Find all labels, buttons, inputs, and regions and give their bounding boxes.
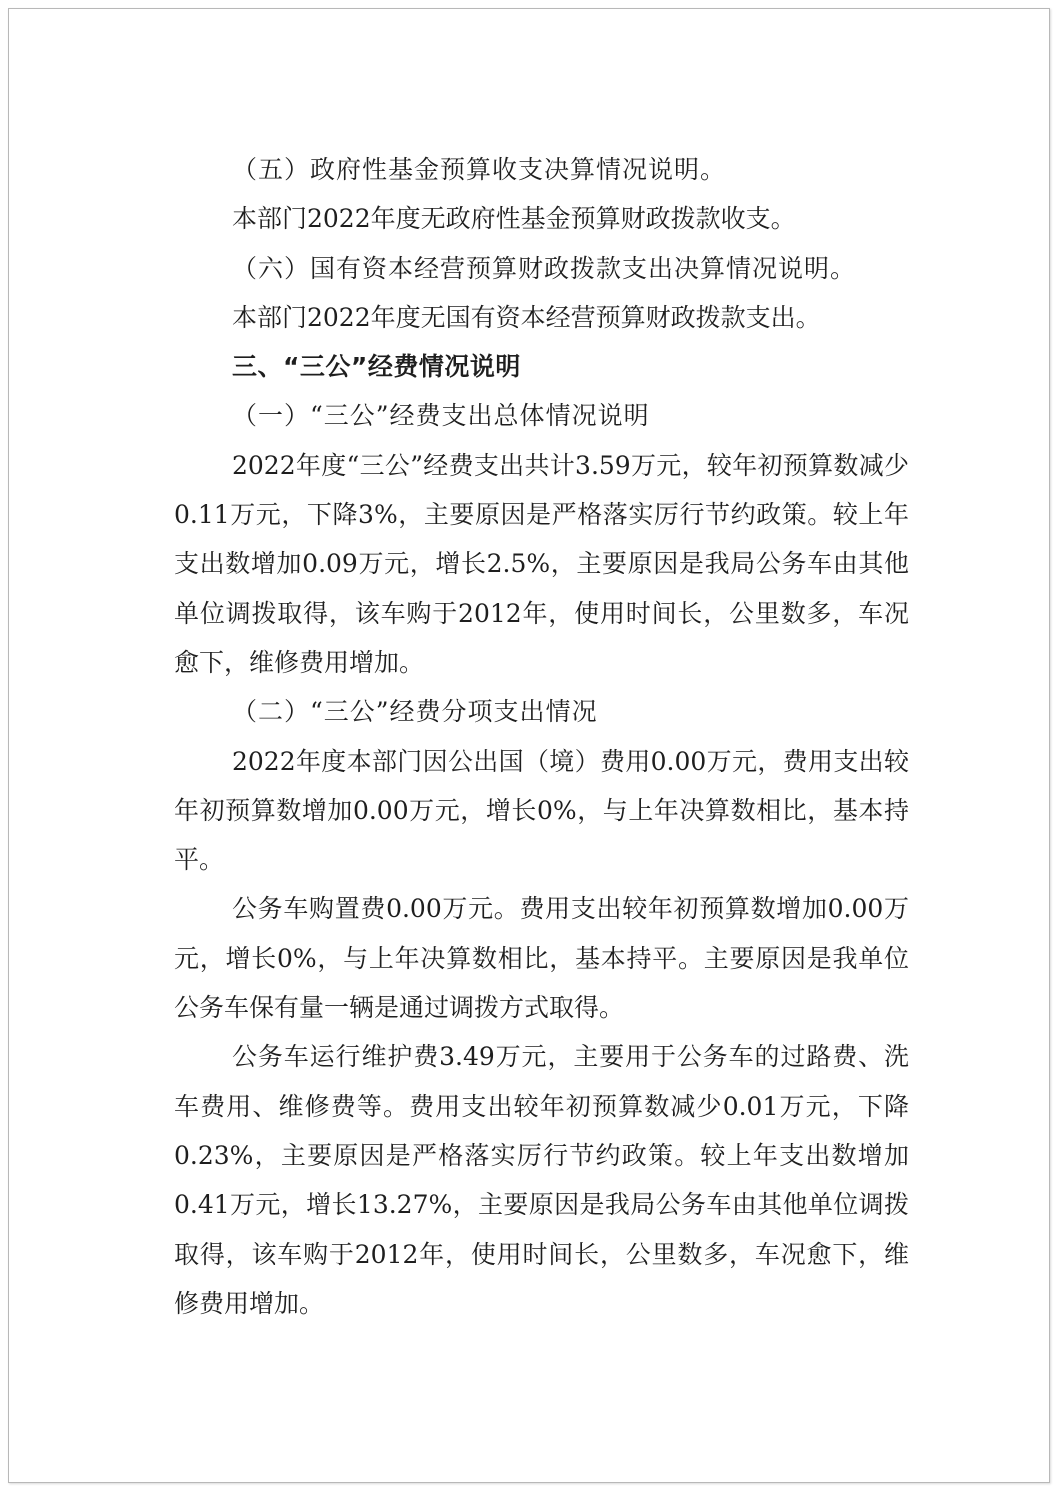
section-heading-6: （六）国有资本经营预算财政拨款支出决算情况说明。 bbox=[232, 253, 857, 283]
paragraph-3-1: 2022年度“三公”经费支出共计3.59万元，较年初预算数减少0.11万元，下降3%，主要原因是严格落实厉行节约政策。较上年支出数增加0.09万元，增长2.5%，主要原因是我局公务车由其他单位调拨取得，该车购于2012年，使用时间长，公里数多，车况愈下，维修费用增加。 bbox=[174, 450, 909, 677]
document-body bbox=[174, 145, 909, 1328]
paragraph-3-2-vehicle-maintenance: 公务车运行维护费3.49万元，主要用于公务车的过路费、洗车费用、维修费等。费用支出较年初预算数减少0.01万元，下降0.23%，主要原因是严格落实厉行节约政策。较上年支出数增加0.41万元，增长13.27%，主要原因是我局公务车由其他单位调拨取得，该车购于2012年，使用时间长，公里数多，车况愈下，维修费用增加。 bbox=[174, 1042, 909, 1318]
paragraph-3-2-travel: 2022年度本部门因公出国（境）费用0.00万元，费用支出较年初预算数增加0.00万元，增长0%，与上年决算数相比，基本持平。 bbox=[174, 746, 909, 875]
section-heading-3-1: （一）“三公”经费支出总体情况说明 bbox=[232, 401, 650, 431]
paragraph-3-2-vehicle-purchase: 公务车购置费0.00万元。费用支出较年初预算数增加0.00万元，增长0%，与上年决算数相比，基本持平。主要原因是我单位公务车保有量一辆是通过调拨方式取得。 bbox=[174, 894, 909, 1023]
document-page bbox=[8, 8, 1050, 1483]
section-heading-3-2: （二）“三公”经费分项支出情况 bbox=[232, 697, 598, 727]
paragraph-5: 本部门2022年度无政府性基金预算财政拨款收支。 bbox=[232, 204, 796, 234]
section-heading-5: （五）政府性基金预算收支决算情况说明。 bbox=[232, 155, 727, 184]
chapter-heading-3: 三、“三公”经费情况说明 bbox=[232, 352, 521, 382]
paragraph-6: 本部门2022年度无国有资本经营预算财政拨款支出。 bbox=[232, 302, 821, 332]
